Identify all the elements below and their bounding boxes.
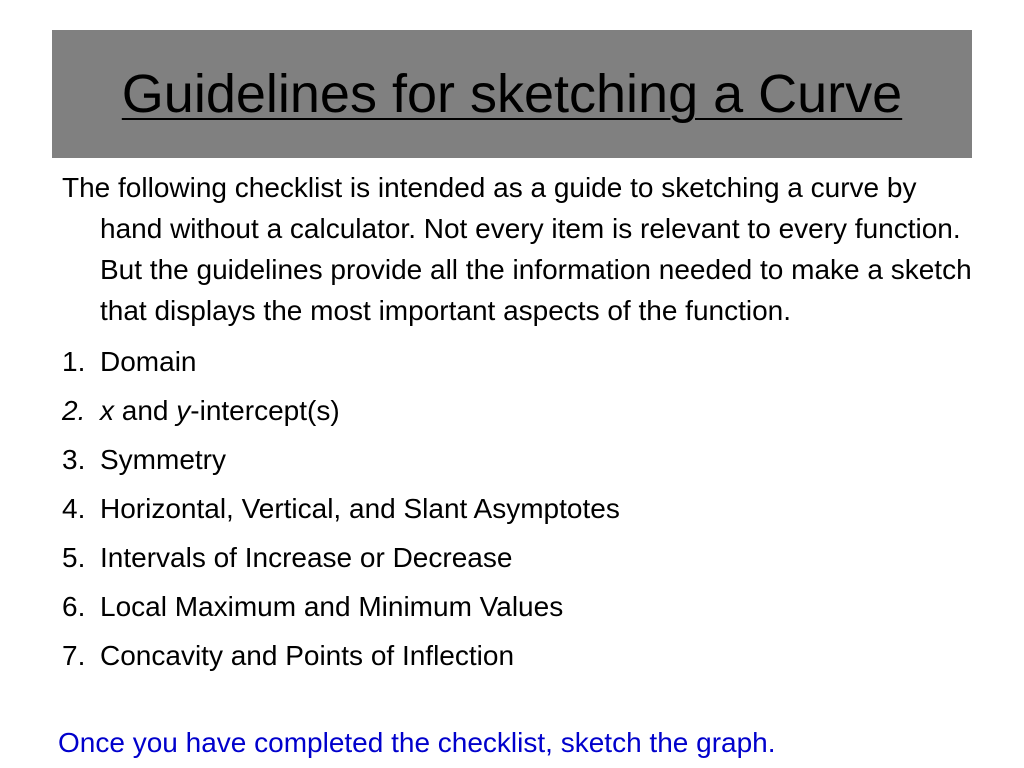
item-text: Concavity and Points of Inflection xyxy=(100,640,515,671)
item-text: Horizontal, Vertical, and Slant Asymptotes xyxy=(100,493,620,524)
checklist-item-concavity xyxy=(62,631,972,680)
item-text: Local Maximum and Minimum Values xyxy=(100,591,564,622)
checklist-item-symmetry xyxy=(62,435,972,484)
checklist-item-domain xyxy=(62,337,972,386)
item-text-intercepts: -intercept(s) xyxy=(190,395,340,426)
checklist xyxy=(62,337,972,680)
checklist-item-intercepts xyxy=(62,386,972,435)
item-number: 5. xyxy=(62,542,86,573)
item-number: 3. xyxy=(62,444,86,475)
title-bar xyxy=(52,30,972,158)
checklist-item-intervals xyxy=(62,533,972,582)
item-text-x: x xyxy=(100,395,114,426)
item-text: Intervals of Increase or Decrease xyxy=(100,542,513,573)
item-text-y: y xyxy=(176,395,191,426)
intro-paragraph: The following checklist is intended as a guide to sketching a curve by hand without a calculator. Not every item is relevant to every function. But the guidelines provide all the information needed to make a sketch that displays the most important aspects of the function. xyxy=(62,172,972,326)
item-text: Symmetry xyxy=(100,444,226,475)
checklist-item-extrema xyxy=(62,582,972,631)
checklist-item-asymptotes xyxy=(62,484,972,533)
item-number: 1. xyxy=(62,346,86,377)
item-number: 4. xyxy=(62,493,86,524)
item-number: 2. xyxy=(62,395,86,426)
slide-body xyxy=(62,167,972,680)
item-text-and: and xyxy=(114,395,177,426)
slide-title: Guidelines for sketching a Curve xyxy=(121,64,903,124)
item-number: 7. xyxy=(62,640,86,671)
item-number: 6. xyxy=(62,591,86,622)
item-text: Domain xyxy=(100,346,197,377)
closing-note: Once you have completed the checklist, sketch the graph. xyxy=(58,727,776,758)
